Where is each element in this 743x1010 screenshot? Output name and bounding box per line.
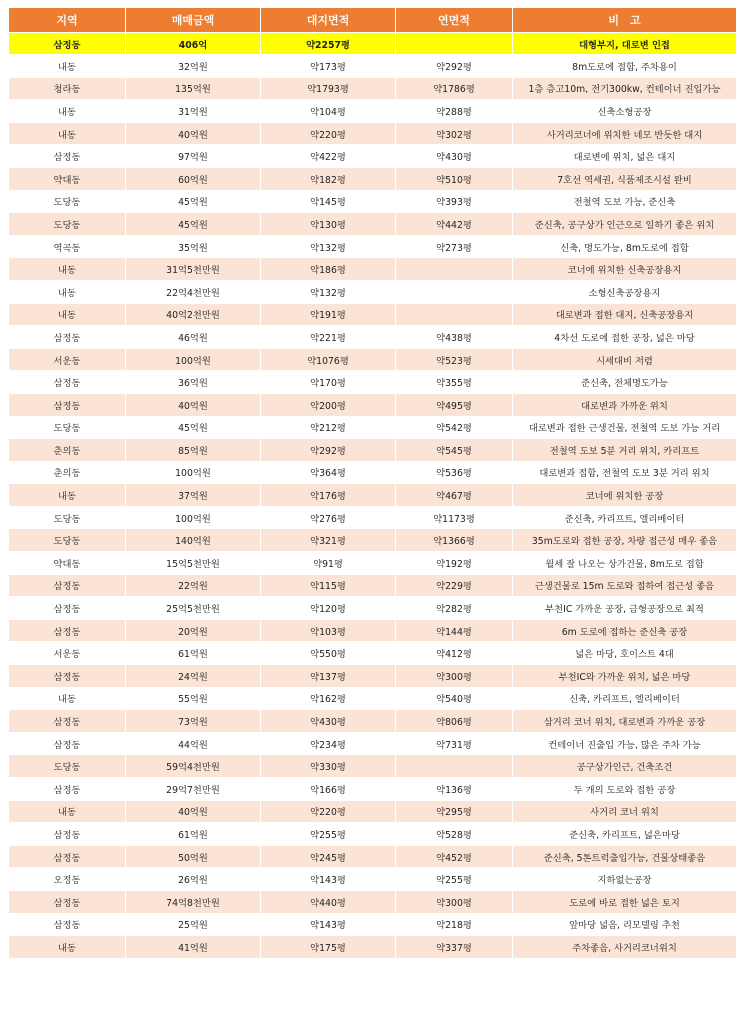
cell-region: 서운동 xyxy=(9,348,126,371)
cell-remarks: 두 개의 도로와 접한 공장 xyxy=(513,778,737,801)
cell-land-area: 약550평 xyxy=(261,642,396,665)
cell-land-area: 약132평 xyxy=(261,280,396,303)
cell-remarks: 준신축, 카리프트, 넓은마당 xyxy=(513,823,737,846)
cell-remarks: 전철역 도보 가능, 준신축 xyxy=(513,190,737,213)
cell-price: 22억원 xyxy=(126,574,261,597)
property-table xyxy=(8,7,737,959)
table-header xyxy=(9,8,737,33)
cell-region: 춘의동 xyxy=(9,461,126,484)
table-row xyxy=(9,100,737,123)
cell-land-area: 약103평 xyxy=(261,619,396,642)
cell-price: 73억원 xyxy=(126,710,261,733)
cell-remarks: 준신축, 공구상가 인근으로 일하기 좋은 위치 xyxy=(513,213,737,236)
cell-land-area: 약1793평 xyxy=(261,77,396,100)
table-row xyxy=(9,393,737,416)
cell-land-area: 약104평 xyxy=(261,100,396,123)
cell-land-area: 약120평 xyxy=(261,597,396,620)
cell-floor-area: 약300평 xyxy=(396,890,513,913)
cell-region: 내동 xyxy=(9,280,126,303)
cell-price: 15억5천만원 xyxy=(126,552,261,575)
cell-region: 약대동 xyxy=(9,552,126,575)
cell-region: 삼정동 xyxy=(9,597,126,620)
cell-land-area: 약91평 xyxy=(261,552,396,575)
cell-region: 삼정동 xyxy=(9,890,126,913)
cell-region: 삼정동 xyxy=(9,145,126,168)
table-row xyxy=(9,619,737,642)
cell-region: 도당동 xyxy=(9,529,126,552)
table-row xyxy=(9,55,737,78)
cell-price: 20억원 xyxy=(126,619,261,642)
cell-remarks: 도로에 바로 접한 넓은 토지 xyxy=(513,890,737,913)
table-row xyxy=(9,732,737,755)
cell-remarks: 6m 도로에 접하는 준신축 공장 xyxy=(513,619,737,642)
cell-floor-area: 약1786평 xyxy=(396,77,513,100)
cell-region: 삼정동 xyxy=(9,913,126,936)
cell-floor-area: 약430평 xyxy=(396,145,513,168)
table-row xyxy=(9,823,737,846)
cell-price: 140억원 xyxy=(126,529,261,552)
cell-region: 삼정동 xyxy=(9,371,126,394)
cell-floor-area: 약1173평 xyxy=(396,506,513,529)
cell-remarks: 신축소형공장 xyxy=(513,100,737,123)
cell-region: 삼정동 xyxy=(9,778,126,801)
cell-floor-area: 약540평 xyxy=(396,687,513,710)
cell-floor-area xyxy=(396,755,513,778)
table-row xyxy=(9,597,737,620)
cell-price: 100억원 xyxy=(126,348,261,371)
cell-remarks: 7호선 역세권, 식품제조시설 완비 xyxy=(513,167,737,190)
table-row xyxy=(9,687,737,710)
cell-floor-area: 약282평 xyxy=(396,597,513,620)
cell-remarks: 대형부지, 대로변 인접 xyxy=(513,33,737,55)
cell-region: 내동 xyxy=(9,100,126,123)
cell-remarks: 대로변과 접한 근생건물, 전철역 도보 가능 거리 xyxy=(513,416,737,439)
cell-floor-area xyxy=(396,33,513,55)
table-row xyxy=(9,642,737,665)
cell-land-area: 약143평 xyxy=(261,913,396,936)
cell-region: 내동 xyxy=(9,55,126,78)
cell-floor-area: 약412평 xyxy=(396,642,513,665)
cell-region: 도당동 xyxy=(9,190,126,213)
cell-remarks: 사거리 코너 위치 xyxy=(513,800,737,823)
cell-price: 46억원 xyxy=(126,326,261,349)
cell-remarks: 대로변과 접한 대지, 신축공장용지 xyxy=(513,303,737,326)
cell-land-area: 약292평 xyxy=(261,439,396,462)
table-row xyxy=(9,122,737,145)
header-row xyxy=(9,8,737,33)
cell-floor-area: 약218평 xyxy=(396,913,513,936)
table-row xyxy=(9,280,737,303)
cell-remarks: 4차선 도로에 접한 공장, 넓은 마당 xyxy=(513,326,737,349)
cell-region: 도당동 xyxy=(9,755,126,778)
cell-price: 41억원 xyxy=(126,936,261,959)
cell-land-area: 약191평 xyxy=(261,303,396,326)
cell-land-area: 약166평 xyxy=(261,778,396,801)
table-row xyxy=(9,213,737,236)
cell-remarks: 대로변과 접함, 전철역 도보 3분 거리 위치 xyxy=(513,461,737,484)
table-row xyxy=(9,145,737,168)
cell-remarks: 신축, 명도가능, 8m도로에 접함 xyxy=(513,235,737,258)
cell-land-area: 약173평 xyxy=(261,55,396,78)
table-row xyxy=(9,348,737,371)
cell-remarks: 신축, 카리프트, 엘리베이터 xyxy=(513,687,737,710)
cell-land-area: 약221평 xyxy=(261,326,396,349)
cell-region: 내동 xyxy=(9,258,126,281)
cell-remarks: 사거리코너에 위치한 네모 반듯한 대지 xyxy=(513,122,737,145)
cell-land-area: 약200평 xyxy=(261,393,396,416)
cell-region: 약대동 xyxy=(9,167,126,190)
cell-price: 44억원 xyxy=(126,732,261,755)
cell-land-area: 약182평 xyxy=(261,167,396,190)
cell-land-area: 약276평 xyxy=(261,506,396,529)
column-header-land-area: 대지면적 xyxy=(261,8,396,33)
cell-region: 내동 xyxy=(9,484,126,507)
cell-region: 도당동 xyxy=(9,213,126,236)
cell-region: 청라동 xyxy=(9,77,126,100)
cell-land-area: 약176평 xyxy=(261,484,396,507)
cell-region: 춘의동 xyxy=(9,439,126,462)
table-body xyxy=(9,33,737,959)
cell-price: 29억7천만원 xyxy=(126,778,261,801)
cell-price: 135억원 xyxy=(126,77,261,100)
cell-remarks: 부천IC 가까운 공장, 금형공장으로 최적 xyxy=(513,597,737,620)
cell-region: 내동 xyxy=(9,800,126,823)
cell-floor-area: 약510평 xyxy=(396,167,513,190)
table-row xyxy=(9,936,737,959)
cell-price: 22억4천만원 xyxy=(126,280,261,303)
cell-remarks: 1층 층고10m, 전기300kw, 컨테이너 진입가능 xyxy=(513,77,737,100)
cell-price: 45억원 xyxy=(126,190,261,213)
cell-land-area: 약137평 xyxy=(261,665,396,688)
cell-price: 40억원 xyxy=(126,122,261,145)
table-row xyxy=(9,529,737,552)
cell-region: 서운동 xyxy=(9,642,126,665)
cell-floor-area: 약536평 xyxy=(396,461,513,484)
cell-region: 오정동 xyxy=(9,868,126,891)
column-header-floor-area: 연면적 xyxy=(396,8,513,33)
cell-price: 35억원 xyxy=(126,235,261,258)
cell-floor-area: 약136평 xyxy=(396,778,513,801)
cell-remarks: 코너에 위치한 공장 xyxy=(513,484,737,507)
cell-remarks: 소형신축공장용지 xyxy=(513,280,737,303)
table-row xyxy=(9,416,737,439)
cell-price: 100억원 xyxy=(126,461,261,484)
cell-remarks: 준신축, 카리프트, 엘리베이터 xyxy=(513,506,737,529)
cell-land-area: 약255평 xyxy=(261,823,396,846)
cell-land-area: 약2257평 xyxy=(261,33,396,55)
table-row xyxy=(9,868,737,891)
cell-land-area: 약145평 xyxy=(261,190,396,213)
cell-price: 26억원 xyxy=(126,868,261,891)
cell-floor-area: 약295평 xyxy=(396,800,513,823)
cell-region: 삼정동 xyxy=(9,845,126,868)
cell-land-area: 약220평 xyxy=(261,122,396,145)
table-row xyxy=(9,371,737,394)
cell-remarks: 컨테이너 진출입 가능, 많은 주차 가능 xyxy=(513,732,737,755)
cell-remarks: 공구상가인근, 건축조건 xyxy=(513,755,737,778)
table-row xyxy=(9,258,737,281)
cell-region: 내동 xyxy=(9,687,126,710)
cell-floor-area: 약452평 xyxy=(396,845,513,868)
table-row xyxy=(9,574,737,597)
table-row xyxy=(9,77,737,100)
cell-remarks: 앞마당 넓음, 리모델링 추천 xyxy=(513,913,737,936)
cell-floor-area: 약229평 xyxy=(396,574,513,597)
cell-price: 36억원 xyxy=(126,371,261,394)
cell-floor-area xyxy=(396,258,513,281)
cell-region: 삼정동 xyxy=(9,710,126,733)
cell-floor-area: 약355평 xyxy=(396,371,513,394)
cell-floor-area: 약337평 xyxy=(396,936,513,959)
table-row xyxy=(9,484,737,507)
cell-land-area: 약130평 xyxy=(261,213,396,236)
cell-remarks: 대로변과 가까운 위치 xyxy=(513,393,737,416)
table-row xyxy=(9,552,737,575)
cell-land-area: 약321평 xyxy=(261,529,396,552)
cell-region: 역곡동 xyxy=(9,235,126,258)
table-row xyxy=(9,778,737,801)
table-row xyxy=(9,235,737,258)
table-row xyxy=(9,506,737,529)
table-row xyxy=(9,439,737,462)
cell-price: 97억원 xyxy=(126,145,261,168)
cell-price: 61억원 xyxy=(126,642,261,665)
cell-region: 삼정동 xyxy=(9,732,126,755)
cell-remarks: 대로변에 위치, 넓은 대지 xyxy=(513,145,737,168)
cell-price: 100억원 xyxy=(126,506,261,529)
cell-floor-area: 약545평 xyxy=(396,439,513,462)
cell-price: 25억원 xyxy=(126,913,261,936)
cell-price: 60억원 xyxy=(126,167,261,190)
cell-floor-area: 약523평 xyxy=(396,348,513,371)
cell-floor-area: 약300평 xyxy=(396,665,513,688)
cell-floor-area xyxy=(396,303,513,326)
cell-land-area: 약186평 xyxy=(261,258,396,281)
table-row xyxy=(9,303,737,326)
table-row xyxy=(9,800,737,823)
cell-floor-area: 약438평 xyxy=(396,326,513,349)
cell-region: 삼정동 xyxy=(9,665,126,688)
cell-price: 45억원 xyxy=(126,416,261,439)
cell-floor-area: 약542평 xyxy=(396,416,513,439)
cell-remarks: 지하없는공장 xyxy=(513,868,737,891)
cell-floor-area: 약273평 xyxy=(396,235,513,258)
table-row xyxy=(9,845,737,868)
cell-price: 406억 xyxy=(126,33,261,55)
cell-region: 삼정동 xyxy=(9,33,126,55)
table-row xyxy=(9,190,737,213)
cell-floor-area: 약288평 xyxy=(396,100,513,123)
cell-region: 내동 xyxy=(9,303,126,326)
cell-remarks: 삼거리 코너 위치, 대로변과 가까운 공장 xyxy=(513,710,737,733)
cell-remarks: 넓은 마당, 호이스트 4대 xyxy=(513,642,737,665)
cell-land-area: 약220평 xyxy=(261,800,396,823)
cell-region: 내동 xyxy=(9,936,126,959)
table-row xyxy=(9,710,737,733)
column-header-region: 지역 xyxy=(9,8,126,33)
table-row xyxy=(9,167,737,190)
cell-price: 85억원 xyxy=(126,439,261,462)
cell-land-area: 약143평 xyxy=(261,868,396,891)
cell-region: 삼정동 xyxy=(9,574,126,597)
cell-remarks: 전철역 도보 5분 거리 위치, 카리프트 xyxy=(513,439,737,462)
cell-remarks: 준신축, 5톤트럭출입가능, 건물상태좋음 xyxy=(513,845,737,868)
cell-floor-area: 약442평 xyxy=(396,213,513,236)
cell-remarks: 준신축, 전체명도가능 xyxy=(513,371,737,394)
cell-region: 도당동 xyxy=(9,506,126,529)
cell-remarks: 코너에 위치한 신축공장용지 xyxy=(513,258,737,281)
cell-price: 61억원 xyxy=(126,823,261,846)
cell-remarks: 근생건물로 15m 도로와 접하여 접근성 좋음 xyxy=(513,574,737,597)
cell-floor-area: 약467평 xyxy=(396,484,513,507)
cell-price: 50억원 xyxy=(126,845,261,868)
cell-price: 59억4천만원 xyxy=(126,755,261,778)
cell-region: 삼정동 xyxy=(9,393,126,416)
cell-floor-area: 약144평 xyxy=(396,619,513,642)
cell-region: 도당동 xyxy=(9,416,126,439)
cell-land-area: 약115평 xyxy=(261,574,396,597)
cell-land-area: 약1076평 xyxy=(261,348,396,371)
cell-region: 내동 xyxy=(9,122,126,145)
property-listing xyxy=(8,7,736,959)
cell-land-area: 약364평 xyxy=(261,461,396,484)
cell-price: 40억원 xyxy=(126,393,261,416)
cell-price: 40억원 xyxy=(126,800,261,823)
cell-remarks: 35m도로와 접한 공장, 차량 접근성 매우 좋음 xyxy=(513,529,737,552)
cell-remarks: 시세대비 저렴 xyxy=(513,348,737,371)
cell-floor-area: 약192평 xyxy=(396,552,513,575)
table-row xyxy=(9,461,737,484)
cell-region: 삼정동 xyxy=(9,823,126,846)
table-row xyxy=(9,890,737,913)
cell-floor-area: 약393평 xyxy=(396,190,513,213)
cell-land-area: 약430평 xyxy=(261,710,396,733)
table-row xyxy=(9,913,737,936)
cell-price: 31억원 xyxy=(126,100,261,123)
cell-price: 40억2천만원 xyxy=(126,303,261,326)
cell-remarks: 월세 잘 나오는 상가건물, 8m도로 접함 xyxy=(513,552,737,575)
cell-land-area: 약162평 xyxy=(261,687,396,710)
cell-land-area: 약175평 xyxy=(261,936,396,959)
column-header-remarks: 비 고 xyxy=(513,8,737,33)
cell-floor-area: 약255평 xyxy=(396,868,513,891)
cell-floor-area: 약528평 xyxy=(396,823,513,846)
cell-land-area: 약170평 xyxy=(261,371,396,394)
cell-price: 24억원 xyxy=(126,665,261,688)
cell-land-area: 약422평 xyxy=(261,145,396,168)
cell-region: 삼정동 xyxy=(9,326,126,349)
table-row xyxy=(9,665,737,688)
cell-land-area: 약212평 xyxy=(261,416,396,439)
cell-land-area: 약440평 xyxy=(261,890,396,913)
cell-floor-area: 약731평 xyxy=(396,732,513,755)
cell-floor-area xyxy=(396,280,513,303)
cell-remarks: 8m도로에 접함, 주차용이 xyxy=(513,55,737,78)
cell-remarks: 부천IC와 가까운 위치, 넓은 마당 xyxy=(513,665,737,688)
cell-land-area: 약132평 xyxy=(261,235,396,258)
cell-price: 45억원 xyxy=(126,213,261,236)
table-row xyxy=(9,755,737,778)
cell-land-area: 약245평 xyxy=(261,845,396,868)
cell-land-area: 약330평 xyxy=(261,755,396,778)
cell-floor-area: 약302평 xyxy=(396,122,513,145)
cell-floor-area: 약292평 xyxy=(396,55,513,78)
cell-price: 55억원 xyxy=(126,687,261,710)
cell-remarks: 주차좋음, 사거리코너위치 xyxy=(513,936,737,959)
cell-price: 37억원 xyxy=(126,484,261,507)
cell-land-area: 약234평 xyxy=(261,732,396,755)
cell-region: 삼정동 xyxy=(9,619,126,642)
cell-floor-area: 약495평 xyxy=(396,393,513,416)
cell-floor-area: 약806평 xyxy=(396,710,513,733)
column-header-price: 매매금액 xyxy=(126,8,261,33)
cell-price: 31억5천만원 xyxy=(126,258,261,281)
cell-floor-area: 약1366평 xyxy=(396,529,513,552)
highlighted-row xyxy=(9,33,737,55)
cell-price: 32억원 xyxy=(126,55,261,78)
cell-price: 25억5천만원 xyxy=(126,597,261,620)
cell-price: 74억8천만원 xyxy=(126,890,261,913)
table-row xyxy=(9,326,737,349)
